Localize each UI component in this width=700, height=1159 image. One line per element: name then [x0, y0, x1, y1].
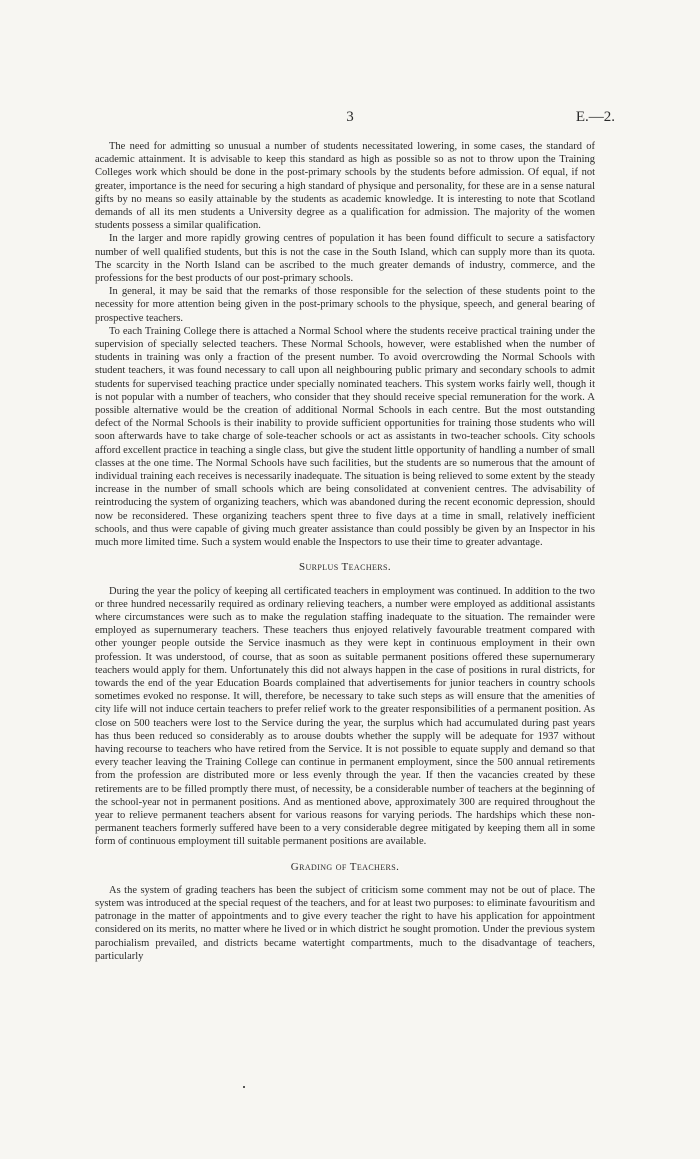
paragraph: As the system of grading teachers has been the subject of criticism some comment may not be out of place. The system was introduced at the special request of the teachers, and for at least two purposes: to eliminate favouritism and patronage in the matter of appointments and to give every teacher the right to have his application for appointment considered on its merits, no matter where he lived or in which district he sought promotion. Under the previous system parochialism prevailed, and districts became watertight compartments, much to the disadvantage of teachers, particularly	[95, 884, 595, 962]
section-heading-grading-of-teachers: Grading of Teachers.	[290, 860, 400, 873]
paragraph: During the year the policy of keeping all certificated teachers in employment was continued. In addition to the two or three hundred necessarily required as ordinary relieving teachers, a number were employed as additional assistants where circumstances were such as to make the regulation staffing inadequate to the situation. The remainder were employed as supernumerary teachers. These teachers thus enjoyed relatively favourable treatment compared with other younger people outside the Service inasmuch as they were kept in continuous employment in their own profession. It was understood, of course, that as soon as suitable permanent positions offered these supernumerary teachers would apply for them. Unfortunately this did not always happen in the case of positions in rural districts, for towards the end of the year Education Boards complained that advertisements for junior teachers in country schools sometimes evoked no response. It will, therefore, be necessary to take such steps as will ensure that the amenities of city life will not induce certain teachers to prefer relief work to the greater responsibilities of a permanent position. As close on 500 teachers were lost to the Service during the year, the surplus which had accumulated during past years has thus been reduced so considerably as to arouse doubts whether the supply will be adequate for 1937 without having recourse to teachers who have retired from the Service. It is not possible to equate supply and demand so that every teacher leaving the Training College can continue in permanent employment, since the 500 annual retirements from the profession are distributed more or less evenly through the year. If then the vacancies created by these retirements are to be filled promptly there must, of necessity, be a considerable number of teachers at the beginning of the school-year not in permanent positions. And as mentioned above, approximately 300 are required throughout the year to relieve permanent teachers absent for various reasons for varying periods. The hardships which these non-permanent teachers formerly suffered have been to a very considerable degree mitigated by keeping them all in some form of continuous employment till suitable permanent positions are available.	[95, 585, 595, 848]
page-number: 3	[346, 109, 354, 125]
paragraph: To each Training College there is attached a Normal School where the students receive practical training under the supervision of specially selected teachers. These Normal Schools, however, were established when the number of students in training was only a fraction of the present number. To avoid overcrowding the Normal Schools with student teachers, it was found necessary to call upon all neighbouring public primary and secondary schools to admit students for supervised teaching practice under specially nominated teachers. This system works fairly well, though it is not popular with a number of teachers, who consider that they should receive special remuneration for the work. A possible alternative would be the creation of additional Normal Schools in each centre. But the most outstanding defect of the Normal Schools is their inability to provide sufficient opportunities for training those students who will soon afterwards have to take charge of sole-teacher schools or act as assistants in two-teacher schools. City schools afford excellent practice in teaching a single class, but give the student little opportunity of handling a number of small classes at the one time. The Normal Schools have such facilities, but the students are so numerous that the amount of individual training each receives is necessarily inadequate. The situation is being relieved to some extent by the steady increase in the number of small schools which are being consolidated at convenient centres. The advisability of reintroducing the system of organizing teachers, which was abandoned during the recent economic depression, should now be reconsidered. These organizing teachers spent three to five days at a time in small, relatively inefficient schools, and thus were capable of giving much greater assistance than could possibly be given by an Inspector in his much more limited time. Such a system would enable the Inspectors to use their time to greater advantage.	[95, 325, 595, 549]
paragraph: In the larger and more rapidly growing centres of population it has been found difficult to secure a satisfactory number of well qualified students, but this is not the case in the South Island, which can supply more than its quota. The scarcity in the North Island can be ascribed to the much greater demands of industry, commerce, and the professions for the best products of our post-primary schools.	[95, 233, 595, 285]
paragraph: The need for admitting so unusual a number of students necessitated lowering, in some cases, the standard of academic attainment. It is advisable to keep this standard as high as possible so as not to throw upon the Training Colleges work which should be done in the post-primary schools by the students before admission. Of equal, if not greater, importance is the need for securing a high standard of physique and personality, for these are in a sense natural gifts by no means so easily attainable by the students as academic knowledge. It is interesting to note that Scotland demands of all its men students a University degree as a qualification for admission. The majority of the women students possess a similar qualification.	[95, 141, 595, 232]
section-heading-surplus-teachers: Surplus Teachers.	[298, 561, 392, 574]
document-reference: E.—2.	[575, 109, 615, 125]
body-text	[95, 140, 595, 963]
paragraph: In general, it may be said that the remarks of those responsible for the selection of these students point to the necessity for more attention being given in the post-primary schools to the physique, speech, and general bearing of prospective teachers.	[95, 286, 595, 324]
print-speck	[243, 1086, 245, 1088]
